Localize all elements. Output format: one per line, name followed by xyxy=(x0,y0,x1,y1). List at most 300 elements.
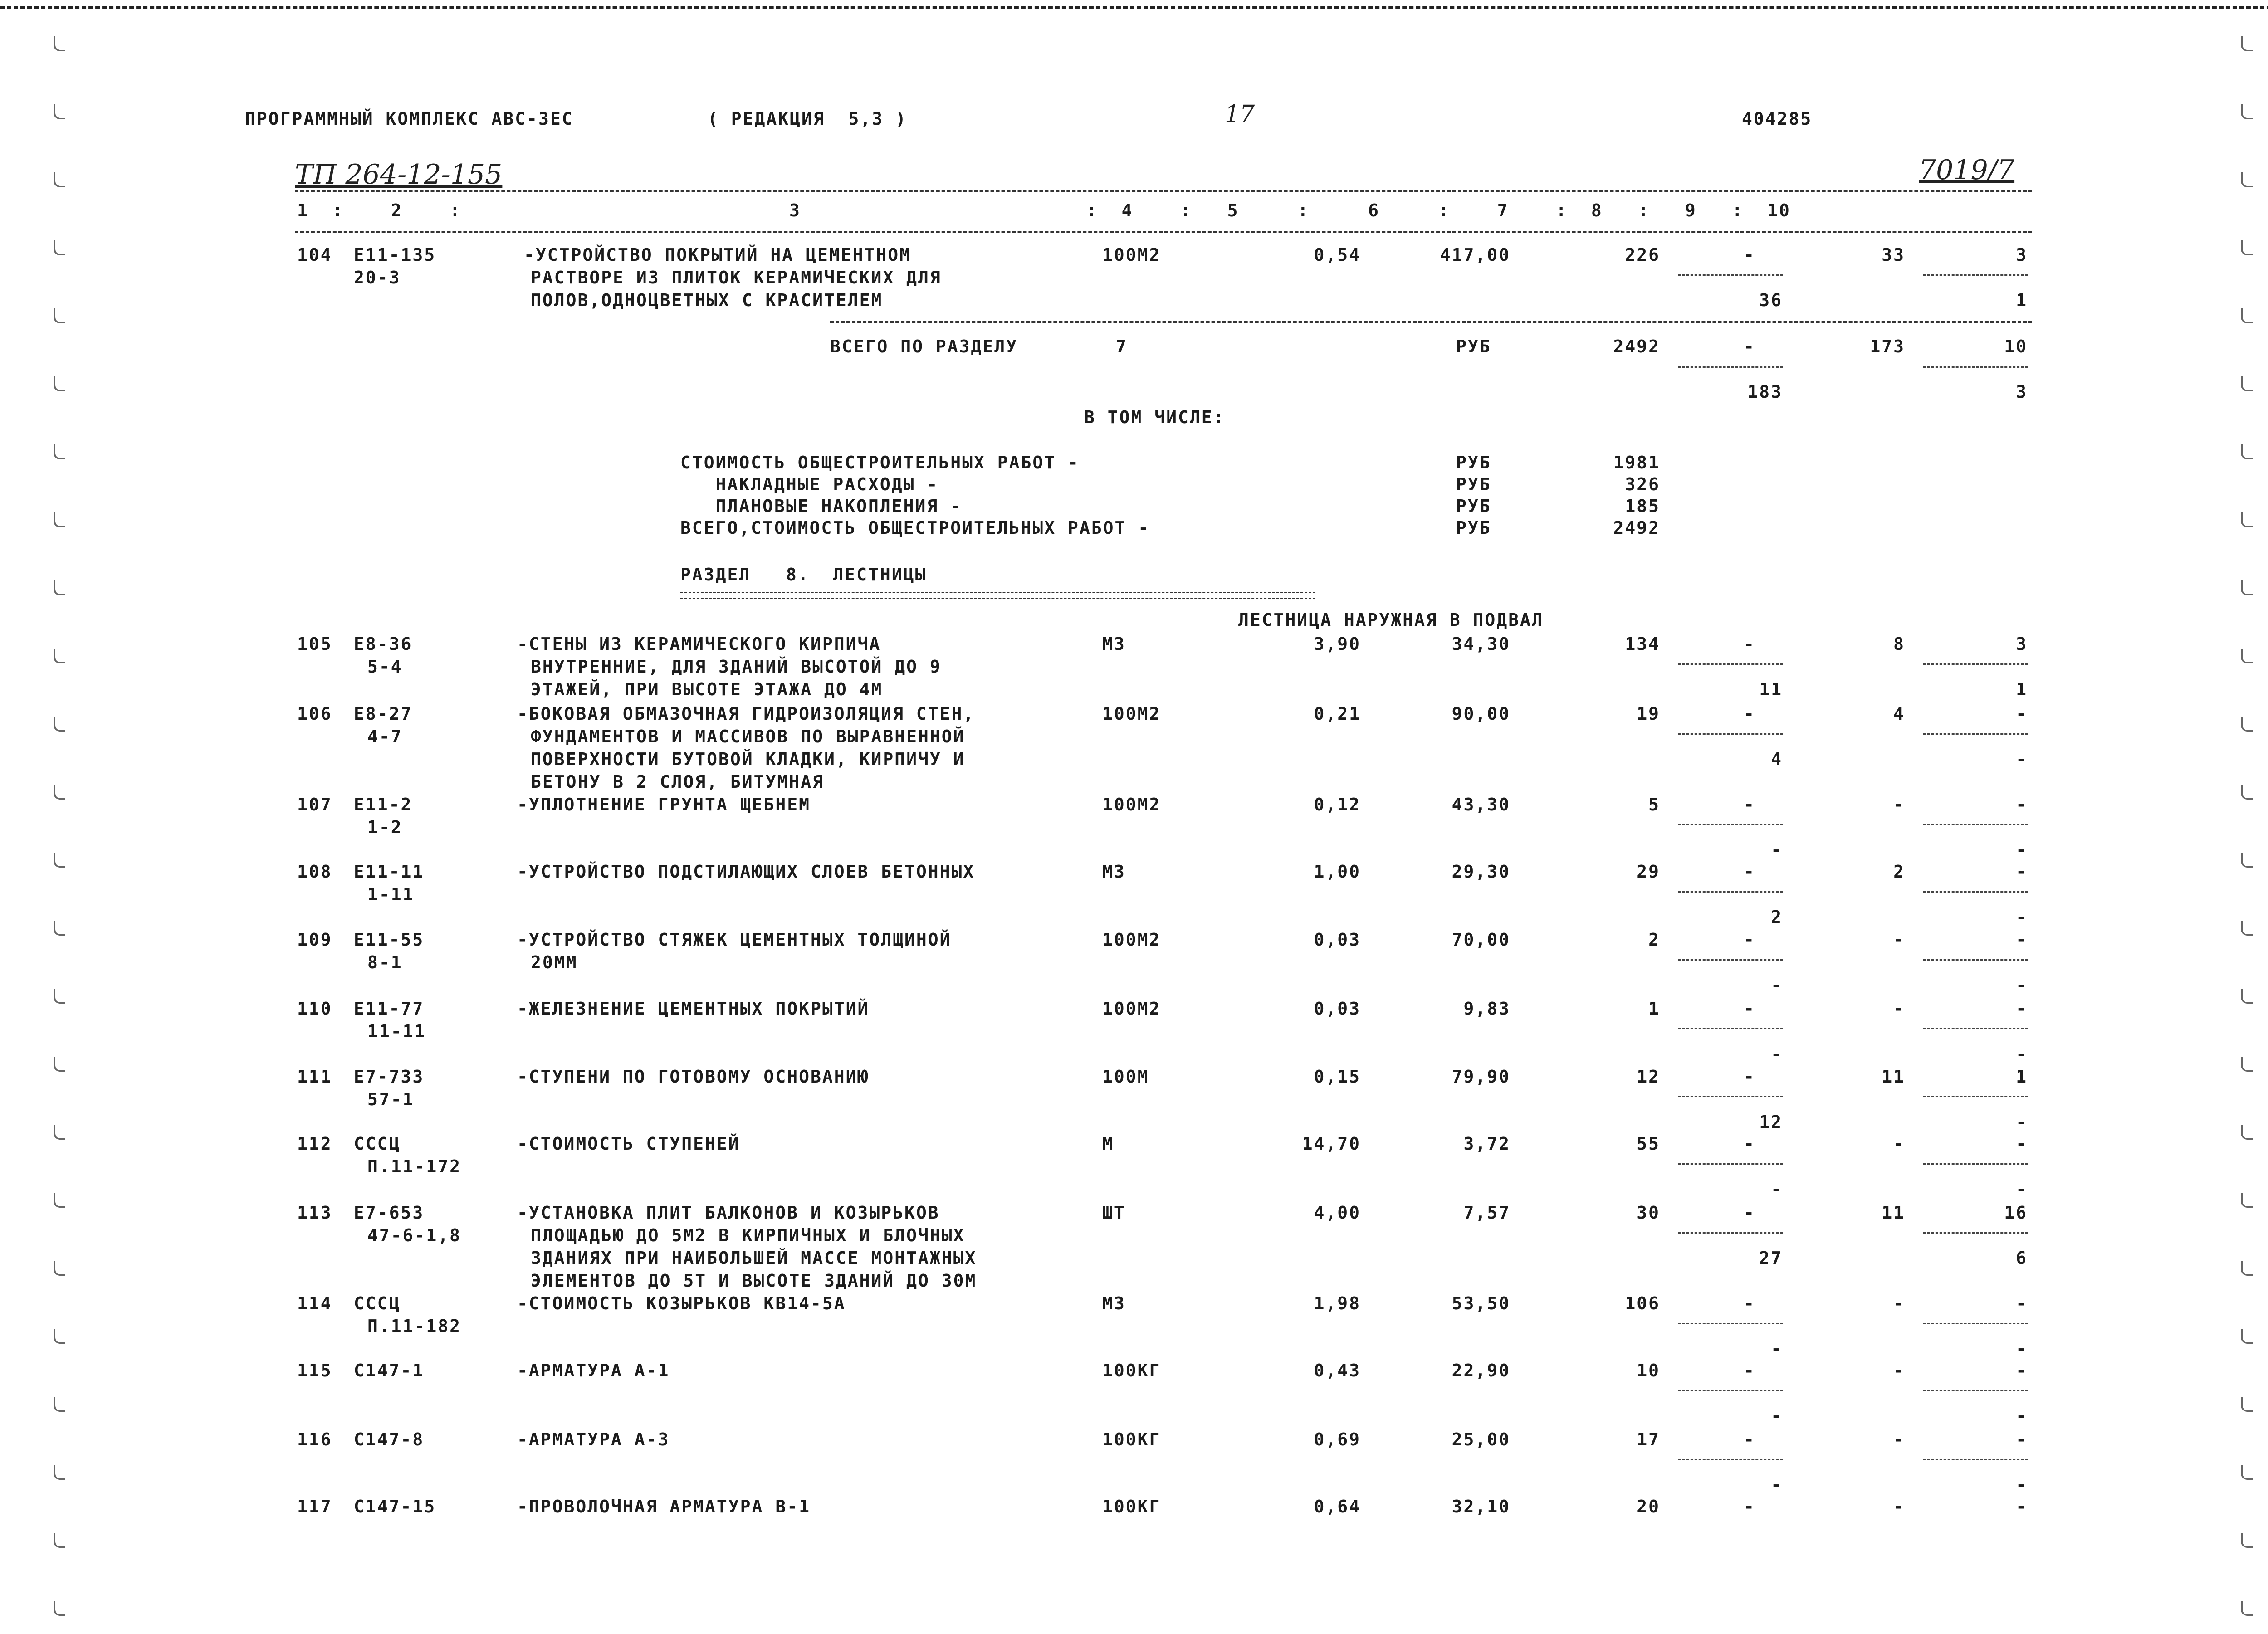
row-desc-line: ВНУТРЕННИЕ, ДЛЯ ЗДАНИЙ ВЫСОТОЙ ДО 9 xyxy=(531,657,942,677)
row-number: 105 xyxy=(297,634,332,654)
row-price: 53,50 xyxy=(1452,1293,1510,1313)
feed-hole-mark xyxy=(2241,172,2253,187)
feed-hole-mark xyxy=(54,512,65,527)
row-total: 106 xyxy=(1625,1293,1660,1313)
row-desc-line: -СТОИМОСТЬ КОЗЫРЬКОВ КВ14-5А xyxy=(517,1293,846,1313)
row-unit: 100М xyxy=(1102,1067,1149,1087)
row-total: 29 xyxy=(1637,862,1660,882)
row-code-sub: 8-1 xyxy=(367,952,403,972)
col-2: 2 xyxy=(391,200,403,220)
header-rule-top xyxy=(295,190,2032,192)
including-unit: РУБ xyxy=(1456,496,1491,516)
row-desc-line: -УСТАНОВКА ПЛИТ БАЛКОНОВ И КОЗЫРЬКОВ xyxy=(517,1203,940,1223)
row-col8: - xyxy=(1744,1134,1755,1154)
row-split-rule xyxy=(1923,366,2028,368)
including-unit: РУБ xyxy=(1456,474,1491,494)
feed-hole-mark xyxy=(2241,104,2253,119)
header-rule-bottom xyxy=(295,231,2032,233)
feed-hole-mark xyxy=(54,1465,65,1480)
row-col10-sub: - xyxy=(2016,1475,2028,1495)
feed-hole-mark xyxy=(54,580,65,595)
row-split-rule xyxy=(1923,891,2028,893)
row-code: Е11-55 xyxy=(354,930,425,950)
row-col10: - xyxy=(2016,1134,2028,1154)
row-col10-sub: - xyxy=(2016,907,2028,927)
row-col8: - xyxy=(1744,999,1755,1019)
row-code: Е8-27 xyxy=(354,704,413,724)
feed-hole-mark xyxy=(54,853,65,868)
row-number: 114 xyxy=(297,1293,332,1313)
feed-hole-mark xyxy=(54,717,65,732)
feed-hole-mark xyxy=(54,1057,65,1072)
row-col10: - xyxy=(2016,999,2028,1019)
row-number: 106 xyxy=(297,704,332,724)
top-tear-edge xyxy=(0,6,2268,9)
page-number: 17 xyxy=(1225,101,1255,128)
col-7: 7 xyxy=(1497,200,1509,220)
row-total: 30 xyxy=(1637,1203,1660,1223)
row-unit: 100КГ xyxy=(1102,1497,1161,1517)
row-desc-line: 20ММ xyxy=(531,952,578,972)
row-total: 12 xyxy=(1637,1067,1660,1087)
row-col10: - xyxy=(2016,1429,2028,1449)
feed-hole-mark xyxy=(2241,1465,2253,1480)
row-code: Е11-77 xyxy=(354,999,425,1019)
feed-hole-mark xyxy=(54,240,65,255)
sheet-number: 7019/7 xyxy=(1919,154,2015,186)
including-title: В ТОМ ЧИСЛЕ: xyxy=(1084,407,1225,427)
row-col10: - xyxy=(2016,1361,2028,1380)
including-value: 185 xyxy=(1625,496,1660,516)
row-split-rule xyxy=(1923,1028,2028,1029)
feed-hole-mark xyxy=(54,1533,65,1548)
row-total: 19 xyxy=(1637,704,1660,724)
row-col9: 8 xyxy=(1893,634,1905,654)
row-code: Е11-2 xyxy=(354,795,413,815)
row-qty: 0,43 xyxy=(1314,1361,1361,1380)
row-price: 79,90 xyxy=(1452,1067,1510,1087)
feed-hole-mark xyxy=(54,785,65,800)
row-split-rule xyxy=(1678,366,1783,368)
column-header-row: 1 : 2 : xyxy=(297,200,462,220)
row-col8-sub: - xyxy=(1771,1475,1783,1495)
row-col10-sub: 1 xyxy=(2016,679,2028,699)
including-value: 326 xyxy=(1625,474,1660,494)
row-col10: 3 xyxy=(2016,245,2028,265)
col-8: 8 xyxy=(1591,200,1603,220)
row-col9: - xyxy=(1893,1134,1905,1154)
row-code-sub: 47-6-1,8 xyxy=(367,1225,462,1245)
feed-hole-mark xyxy=(2241,649,2253,663)
row-col8: - xyxy=(1744,245,1755,265)
row-split-rule xyxy=(1678,733,1783,735)
row-code-sub: П.11-182 xyxy=(367,1316,462,1336)
section-total-col8-sub: 183 xyxy=(1747,382,1783,402)
row-code: Е11-135 xyxy=(354,245,436,265)
row-split-rule xyxy=(1678,891,1783,893)
row-desc-line: -БОКОВАЯ ОБМАЗОЧНАЯ ГИДРОИЗОЛЯЦИЯ СТЕН, xyxy=(517,704,975,724)
row-col10-sub: - xyxy=(2016,1179,2028,1199)
row-col10: 3 xyxy=(2016,634,2028,654)
row-split-rule xyxy=(1923,1323,2028,1324)
row-code-sub: 5-4 xyxy=(367,657,403,677)
feed-hole-mark xyxy=(54,444,65,459)
row-price: 417,00 xyxy=(1440,245,1510,265)
row-qty: 0,69 xyxy=(1314,1429,1361,1449)
section-title-underline xyxy=(680,592,1315,599)
row-col8-sub: - xyxy=(1771,975,1783,995)
row-col8-sub: - xyxy=(1771,840,1783,860)
row-code: Е8-36 xyxy=(354,634,413,654)
row-unit: 100М2 xyxy=(1102,795,1161,815)
row-col9: - xyxy=(1893,795,1905,815)
row-code: С147-8 xyxy=(354,1429,425,1449)
col-4: 4 xyxy=(1121,200,1134,220)
row-code: Е7-733 xyxy=(354,1067,425,1087)
row-desc-line: -УСТРОЙСТВО ПОКРЫТИЙ НА ЦЕМЕНТНОМ xyxy=(524,245,911,265)
feed-hole-mark xyxy=(54,308,65,323)
feed-hole-mark xyxy=(54,1601,65,1616)
row-col8: - xyxy=(1744,930,1755,950)
row-col8: - xyxy=(1744,704,1755,724)
row-split-rule xyxy=(1923,1232,2028,1234)
row-col8-sub: - xyxy=(1771,1179,1783,1199)
section-total-value: 2492 xyxy=(1613,337,1660,356)
row-number: 115 xyxy=(297,1361,332,1380)
row-unit: ШТ xyxy=(1102,1203,1126,1223)
row-total: 226 xyxy=(1625,245,1660,265)
row-split-rule xyxy=(1678,824,1783,825)
row-unit: 100М2 xyxy=(1102,930,1161,950)
row-qty: 0,54 xyxy=(1314,245,1361,265)
row-col9: 11 xyxy=(1882,1067,1905,1087)
row-split-rule xyxy=(1678,1096,1783,1097)
row-total: 5 xyxy=(1648,795,1660,815)
row-split-rule xyxy=(1923,1459,2028,1460)
row-desc-line: -ПРОВОЛОЧНАЯ АРМАТУРА В-1 xyxy=(517,1497,811,1517)
feed-hole-mark xyxy=(54,921,65,936)
row-qty: 3,90 xyxy=(1314,634,1361,654)
row-desc-line: -СТУПЕНИ ПО ГОТОВОМУ ОСНОВАНИЮ xyxy=(517,1067,870,1087)
section-total-rule xyxy=(830,321,2032,323)
row-col9: - xyxy=(1893,930,1905,950)
section-total-col10-sub: 3 xyxy=(2016,382,2028,402)
feed-hole-mark xyxy=(2241,444,2253,459)
row-qty: 14,70 xyxy=(1302,1134,1361,1154)
row-total: 10 xyxy=(1637,1361,1660,1380)
row-price: 25,00 xyxy=(1452,1429,1510,1449)
row-split-rule xyxy=(1923,733,2028,735)
row-number: 108 xyxy=(297,862,332,882)
row-col10-sub: - xyxy=(2016,975,2028,995)
row-desc-line: -УСТРОЙСТВО ПОДСТИЛАЮЩИХ СЛОЕВ БЕТОННЫХ xyxy=(517,862,975,882)
col-1: 1 xyxy=(297,200,309,220)
row-code: С147-15 xyxy=(354,1497,436,1517)
row-split-rule xyxy=(1923,824,2028,825)
row-col10: - xyxy=(2016,1293,2028,1313)
row-col8: - xyxy=(1744,1429,1755,1449)
row-unit: 100КГ xyxy=(1102,1429,1161,1449)
row-col9: 11 xyxy=(1882,1203,1905,1223)
col-9: 9 xyxy=(1685,200,1697,220)
row-desc-line: ЗДАНИЯХ ПРИ НАИБОЛЬШЕЙ МАССЕ МОНТАЖНЫХ xyxy=(531,1248,977,1268)
row-col10: - xyxy=(2016,930,2028,950)
row-desc-line: ПОЛОВ,ОДНОЦВЕТНЫХ С КРАСИТЕЛЕМ xyxy=(531,290,883,310)
row-col8-sub: - xyxy=(1771,1406,1783,1426)
feed-hole-mark xyxy=(54,649,65,663)
row-price: 90,00 xyxy=(1452,704,1510,724)
feed-hole-mark xyxy=(2241,1533,2253,1548)
row-col9: - xyxy=(1893,1497,1905,1517)
feed-hole-mark xyxy=(2241,989,2253,1004)
row-col8: - xyxy=(1744,1361,1755,1380)
row-split-rule xyxy=(1678,663,1783,665)
row-code-sub: 1-2 xyxy=(367,817,403,837)
row-col9: 33 xyxy=(1882,245,1905,265)
row-unit: 100М2 xyxy=(1102,704,1161,724)
row-desc-line: -СТОИМОСТЬ СТУПЕНЕЙ xyxy=(517,1134,740,1154)
row-unit: 100М2 xyxy=(1102,999,1161,1019)
row-split-rule xyxy=(1678,1232,1783,1234)
feed-hole-mark xyxy=(2241,376,2253,391)
row-price: 3,72 xyxy=(1463,1134,1510,1154)
row-number: 110 xyxy=(297,999,332,1019)
row-total: 1 xyxy=(1648,999,1660,1019)
row-code-sub: 4-7 xyxy=(367,727,403,746)
document-code: 404285 xyxy=(1742,109,1813,129)
feed-hole-mark xyxy=(54,1261,65,1276)
feed-hole-mark xyxy=(2241,580,2253,595)
row-col8-sub: 12 xyxy=(1759,1112,1783,1132)
row-col8: - xyxy=(1744,634,1755,654)
row-split-rule xyxy=(1678,1163,1783,1165)
row-desc-line: БЕТОНУ В 2 СЛОЯ, БИТУМНАЯ xyxy=(531,772,824,792)
row-number: 109 xyxy=(297,930,332,950)
row-price: 7,57 xyxy=(1463,1203,1510,1223)
including-label: СТОИМОСТЬ ОБЩЕСТРОИТЕЛЬНЫХ РАБОТ - xyxy=(680,453,1080,473)
section-title: РАЗДЕЛ 8. ЛЕСТНИЦЫ xyxy=(680,565,927,585)
row-col9: - xyxy=(1893,1293,1905,1313)
row-split-rule xyxy=(1923,274,2028,276)
feed-hole-mark xyxy=(2241,853,2253,868)
row-desc-line: -УСТРОЙСТВО СТЯЖЕК ЦЕМЕНТНЫХ ТОЛЩИНОЙ xyxy=(517,930,952,950)
program-title: ПРОГРАММНЫЙ КОМПЛЕКС АВС-3ЕС xyxy=(245,109,574,129)
row-desc-line: ЭЛЕМЕНТОВ ДО 5Т И ВЫСОТЕ ЗДАНИЙ ДО 30М xyxy=(531,1271,977,1291)
row-col10-sub: - xyxy=(2016,1339,2028,1359)
including-unit: РУБ xyxy=(1456,518,1491,538)
feed-hole-mark xyxy=(2241,240,2253,255)
row-col8: - xyxy=(1744,1067,1755,1087)
row-col8: - xyxy=(1744,862,1755,882)
row-col8-sub: - xyxy=(1771,1339,1783,1359)
feed-hole-mark xyxy=(54,1125,65,1140)
row-code-sub: 1-11 xyxy=(367,884,415,904)
row-col8-sub: 36 xyxy=(1759,290,1783,310)
row-qty: 0,64 xyxy=(1314,1497,1361,1517)
section-total-col9: 173 xyxy=(1870,337,1905,356)
row-desc-line: -АРМАТУРА А-3 xyxy=(517,1429,670,1449)
row-price: 34,30 xyxy=(1452,634,1510,654)
row-price: 22,90 xyxy=(1452,1361,1510,1380)
row-col9: 4 xyxy=(1893,704,1905,724)
row-split-rule xyxy=(1678,959,1783,961)
col-4-group: : 4 : 5 : 6 : 7 : 8 : 9 : 10 xyxy=(1086,200,1791,220)
feed-hole-mark xyxy=(2241,717,2253,732)
row-number: 116 xyxy=(297,1429,332,1449)
feed-hole-mark xyxy=(2241,1329,2253,1344)
row-price: 29,30 xyxy=(1452,862,1510,882)
feed-hole-mark xyxy=(2241,1125,2253,1140)
col-3: 3 xyxy=(789,200,801,220)
row-col8: - xyxy=(1744,795,1755,815)
row-col10: - xyxy=(2016,704,2028,724)
row-price: 43,30 xyxy=(1452,795,1510,815)
row-qty: 0,15 xyxy=(1314,1067,1361,1087)
row-col9: - xyxy=(1893,1361,1905,1380)
row-code-sub: П.11-172 xyxy=(367,1156,462,1176)
row-desc-line: РАСТВОРЕ ИЗ ПЛИТОК КЕРАМИЧЕСКИХ ДЛЯ xyxy=(531,268,942,288)
row-col10: - xyxy=(2016,862,2028,882)
feed-hole-mark xyxy=(2241,1261,2253,1276)
row-unit: М xyxy=(1102,1134,1114,1154)
row-col10: 1 xyxy=(2016,1067,2028,1087)
row-unit: М3 xyxy=(1102,1293,1126,1313)
row-col9: - xyxy=(1893,1429,1905,1449)
row-col8: - xyxy=(1744,1203,1755,1223)
row-col10-sub: - xyxy=(2016,1406,2028,1426)
feed-hole-mark xyxy=(2241,308,2253,323)
row-col8-sub: - xyxy=(1771,1044,1783,1064)
feed-hole-mark xyxy=(2241,921,2253,936)
row-col10: 16 xyxy=(2004,1203,2028,1223)
row-code: Е11-11 xyxy=(354,862,425,882)
row-desc-line: -УПЛОТНЕНИЕ ГРУНТА ЩЕБНЕМ xyxy=(517,795,811,815)
row-col10: - xyxy=(2016,1497,2028,1517)
row-split-rule xyxy=(1923,1163,2028,1165)
row-col9: - xyxy=(1893,999,1905,1019)
feed-hole-mark xyxy=(2241,1193,2253,1208)
row-col8: - xyxy=(1744,1293,1755,1313)
row-qty: 0,12 xyxy=(1314,795,1361,815)
row-split-rule xyxy=(1923,1390,2028,1391)
row-total: 134 xyxy=(1625,634,1660,654)
row-code-sub: 11-11 xyxy=(367,1021,426,1041)
row-col8-sub: 11 xyxy=(1759,679,1783,699)
row-desc-line: ПОВЕРХНОСТИ БУТОВОЙ КЛАДКИ, КИРПИЧУ И xyxy=(531,749,965,769)
feed-hole-mark xyxy=(54,36,65,51)
feed-hole-mark xyxy=(54,989,65,1004)
row-desc-line: ЭТАЖЕЙ, ПРИ ВЫСОТЕ ЭТАЖА ДО 4М xyxy=(531,679,883,699)
including-value: 2492 xyxy=(1613,518,1660,538)
col-6: 6 xyxy=(1368,200,1380,220)
row-col8: - xyxy=(1744,1497,1755,1517)
row-col10-sub: - xyxy=(2016,1112,2028,1132)
section-total-col10: 10 xyxy=(2004,337,2028,356)
row-col10-sub: 1 xyxy=(2016,290,2028,310)
section-total-col8: - xyxy=(1744,337,1755,356)
feed-hole-mark xyxy=(2241,785,2253,800)
row-unit: 100КГ xyxy=(1102,1361,1161,1380)
feed-hole-mark xyxy=(54,172,65,187)
row-code: Е7-653 xyxy=(354,1203,425,1223)
feed-hole-mark xyxy=(2241,512,2253,527)
row-total: 17 xyxy=(1637,1429,1660,1449)
row-unit: 100М2 xyxy=(1102,245,1161,265)
row-number: 112 xyxy=(297,1134,332,1154)
project-reference: ТП 264-12-155 xyxy=(295,159,503,190)
row-code-sub: 20-3 xyxy=(354,268,401,288)
feed-hole-mark xyxy=(54,1193,65,1208)
row-code: СССЦ xyxy=(354,1293,401,1313)
row-code: СССЦ xyxy=(354,1134,401,1154)
row-col8-sub: 4 xyxy=(1771,749,1783,769)
row-split-rule xyxy=(1678,1390,1783,1391)
feed-hole-mark xyxy=(2241,36,2253,51)
row-col10-sub: 6 xyxy=(2016,1248,2028,1268)
feed-hole-mark xyxy=(2241,1397,2253,1412)
edition-label: ( РЕДАКЦИЯ 5,3 ) xyxy=(708,109,907,129)
row-price: 9,83 xyxy=(1463,999,1510,1019)
row-desc-line: -СТЕНЫ ИЗ КЕРАМИЧЕСКОГО КИРПИЧА xyxy=(517,634,881,654)
row-price: 70,00 xyxy=(1452,930,1510,950)
col-10: 10 xyxy=(1767,200,1791,220)
section-total-number: 7 xyxy=(1116,337,1128,356)
row-col8-sub: 2 xyxy=(1771,907,1783,927)
including-label: ВСЕГО,СТОИМОСТЬ ОБЩЕСТРОИТЕЛЬНЫХ РАБОТ - xyxy=(680,518,1150,538)
row-code: С147-1 xyxy=(354,1361,425,1380)
feed-hole-mark xyxy=(54,1397,65,1412)
row-split-rule xyxy=(1923,959,2028,961)
feed-hole-mark xyxy=(54,104,65,119)
row-split-rule xyxy=(1678,274,1783,276)
row-qty: 1,98 xyxy=(1314,1293,1361,1313)
row-split-rule xyxy=(1678,1028,1783,1029)
section-total-unit: РУБ xyxy=(1456,337,1491,356)
row-number: 113 xyxy=(297,1203,332,1223)
row-qty: 1,00 xyxy=(1314,862,1361,882)
section-subtitle: ЛЕСТНИЦА НАРУЖНАЯ В ПОДВАЛ xyxy=(1238,610,1544,630)
including-unit: РУБ xyxy=(1456,453,1491,473)
feed-hole-mark xyxy=(54,376,65,391)
row-split-rule xyxy=(1678,1323,1783,1324)
row-qty: 0,21 xyxy=(1314,704,1361,724)
row-split-rule xyxy=(1923,663,2028,665)
row-col10: - xyxy=(2016,795,2028,815)
row-total: 55 xyxy=(1637,1134,1660,1154)
col-5: 5 xyxy=(1227,200,1239,220)
row-qty: 0,03 xyxy=(1314,999,1361,1019)
row-col9: 2 xyxy=(1893,862,1905,882)
row-unit: М3 xyxy=(1102,862,1126,882)
row-total: 20 xyxy=(1637,1497,1660,1517)
row-total: 2 xyxy=(1648,930,1660,950)
section-total-label: ВСЕГО ПО РАЗДЕЛУ xyxy=(830,337,1018,356)
row-split-rule xyxy=(1923,1096,2028,1097)
row-price: 32,10 xyxy=(1452,1497,1510,1517)
feed-hole-mark xyxy=(2241,1601,2253,1616)
row-desc-line: -АРМАТУРА А-1 xyxy=(517,1361,670,1380)
including-label: НАКЛАДНЫЕ РАСХОДЫ - xyxy=(680,474,939,494)
row-desc-line: ПЛОЩАДЬЮ ДО 5М2 В КИРПИЧНЫХ И БЛОЧНЫХ xyxy=(531,1225,965,1245)
row-qty: 0,03 xyxy=(1314,930,1361,950)
row-code-sub: 57-1 xyxy=(367,1089,415,1109)
feed-hole-mark xyxy=(54,1329,65,1344)
row-split-rule xyxy=(1678,1459,1783,1460)
row-unit: М3 xyxy=(1102,634,1126,654)
row-qty: 4,00 xyxy=(1314,1203,1361,1223)
row-col10-sub: - xyxy=(2016,840,2028,860)
including-value: 1981 xyxy=(1613,453,1660,473)
